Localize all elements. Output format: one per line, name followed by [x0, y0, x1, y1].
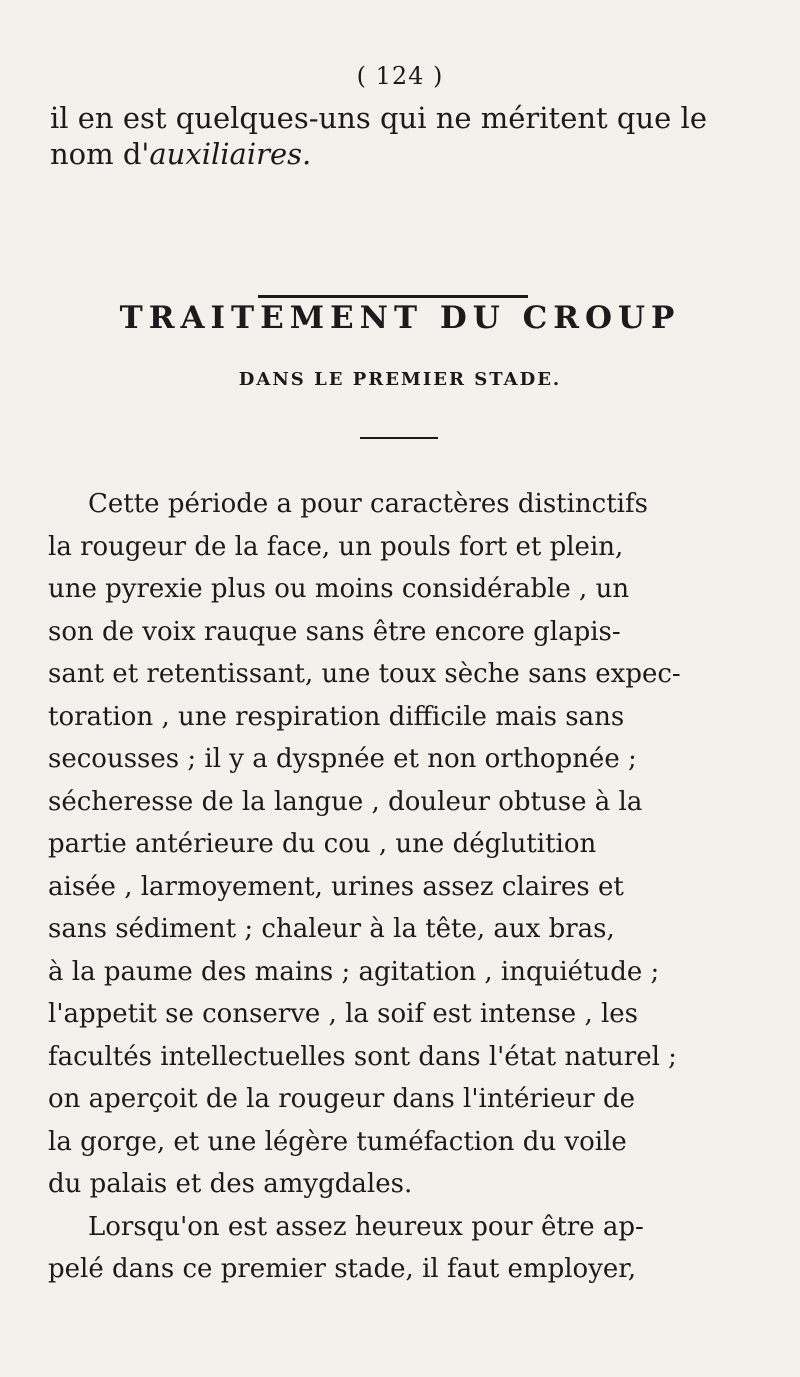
body-line: Cette période a pour caractères distinctifs — [88, 489, 648, 519]
section-divider-short — [360, 437, 438, 439]
body-line: on aperçoit de la rougeur dans l'intérieur de — [48, 1084, 635, 1114]
intro-paragraph — [50, 100, 770, 172]
body-line: son de voix rauque sans être encore glapis- — [48, 616, 621, 647]
body-line: pelé dans ce premier stade, il faut employer, — [48, 1254, 637, 1284]
section-subheading: DANS LE PREMIER STADE. — [238, 369, 562, 390]
body-line: sans sédiment ; chaleur à la tête, aux bras, — [48, 914, 615, 944]
body-line: aisée , larmoyement, urines assez claires et — [48, 871, 624, 902]
body-line: toration , une respiration difficile mais sans — [48, 701, 625, 732]
body-paragraphs — [48, 483, 768, 1291]
body-line: sant et retentissant, une toux sèche sans expec- — [48, 659, 681, 689]
body-line: la gorge, et une légère tuméfaction du voile — [48, 1126, 627, 1157]
body-line: du palais et des amygdales. — [48, 1169, 413, 1199]
body-line: Lorsqu'on est assez heureux pour être ap- — [88, 1211, 644, 1242]
page-number: ( 124 ) — [356, 62, 444, 90]
intro-line-1: il en est quelques-uns qui ne méritent que le — [50, 101, 707, 135]
body-line: secousses ; il y a dyspnée et non orthopnée ; — [48, 744, 637, 774]
section-divider-long — [258, 295, 528, 298]
body-line: une pyrexie plus ou moins considérable , un — [48, 574, 630, 604]
intro-line-2-prefix: nom d' — [50, 137, 150, 171]
body-line: à la paume des mains ; agitation , inquiétude ; — [48, 956, 660, 987]
body-line: la rougeur de la face, un pouls fort et plein, — [48, 531, 624, 562]
body-line: facultés intellectuelles sont dans l'état naturel ; — [48, 1041, 677, 1072]
body-line: sécheresse de la langue , douleur obtuse à la — [48, 786, 643, 817]
body-line: partie antérieure du cou , une déglutition — [48, 829, 597, 859]
section-heading: TRAITEMENT DU CROUP — [119, 300, 681, 336]
intro-line-2-italic: auxiliaires. — [149, 137, 312, 171]
body-line: l'appetit se conserve , la soif est intense , les — [48, 999, 639, 1029]
intro-line-2 — [50, 136, 770, 172]
